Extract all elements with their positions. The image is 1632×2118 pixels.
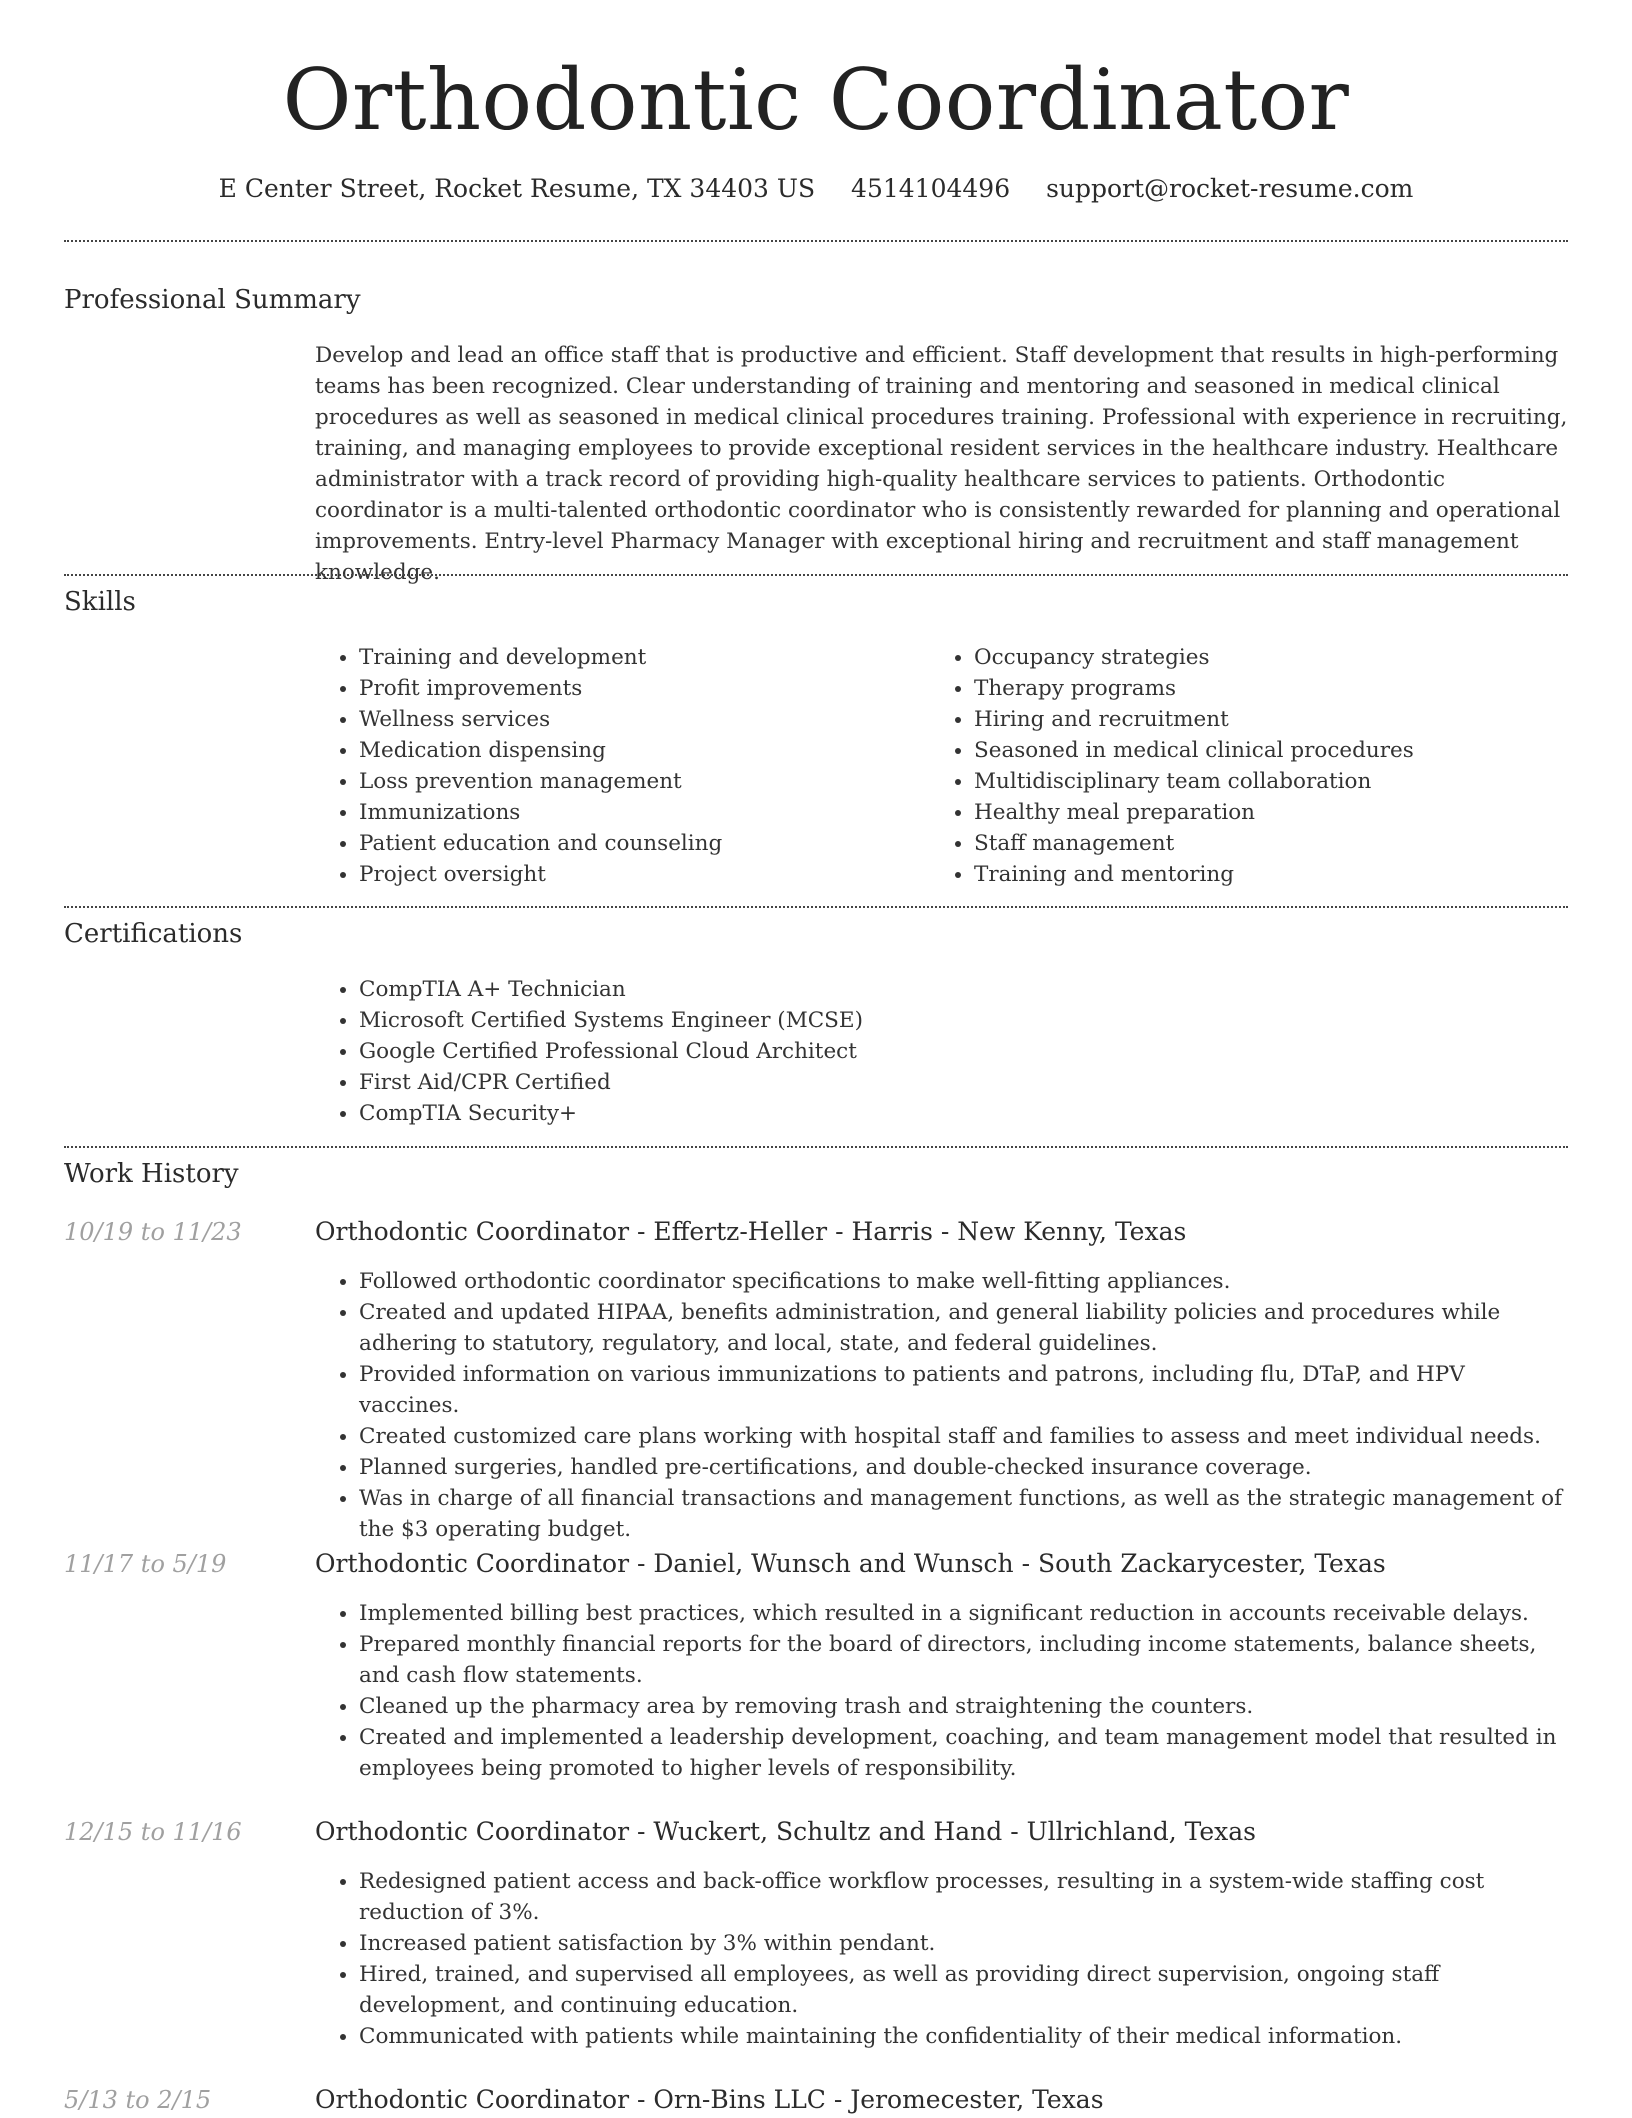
job-title: Orthodontic Coordinator - Wuckert, Schultz and Hand - Ullrichland, Texas — [315, 1817, 1256, 1846]
job-title: Orthodontic Coordinator - Effertz-Heller - Harris - New Kenny, Texas — [315, 1217, 1187, 1246]
list-item: • Healthy meal preparation — [974, 797, 1594, 828]
list-item: • Occupancy strategies — [974, 642, 1594, 673]
list-item: • Hiring and recruitment — [974, 704, 1594, 735]
job-title: Orthodontic Coordinator - Daniel, Wunsch and Wunsch - South Zackarycester, Texas — [315, 1549, 1386, 1578]
list-item: • Microsoft Certified Systems Engineer (MCSE) — [359, 1005, 1559, 1036]
list-item: • Medication dispensing — [359, 735, 919, 766]
list-item: • Hired, trained, and supervised all employees, as well as providing direct supervision, ongoing staff development, and continuing education. — [359, 1959, 1568, 2021]
list-item: • Seasoned in medical clinical procedures — [974, 735, 1594, 766]
job-bullets — [315, 1266, 1568, 1545]
divider — [64, 240, 1568, 242]
list-item: • Project oversight — [359, 859, 919, 890]
job-title: Orthodontic Coordinator - Orn-Bins LLC - Jeromecester, Texas — [315, 2085, 1104, 2114]
list-item: • Followed orthodontic coordinator specifications to make well-fitting appliances. — [359, 1266, 1568, 1297]
list-item: • Staff management — [974, 828, 1594, 859]
contact-line — [0, 170, 1632, 208]
list-item: • Created and implemented a leadership development, coaching, and team management model that resulted in employees being promoted to higher levels of responsibility. — [359, 1722, 1568, 1784]
list-item: • CompTIA A+ Technician — [359, 974, 1559, 1005]
resume-name: Orthodontic Coordinator — [282, 51, 1350, 149]
contact-email: support@rocket-resume.com — [1046, 174, 1414, 203]
list-item: • Provided information on various immunizations to patients and patrons, including flu, DTaP, and HPV vaccines. — [359, 1359, 1568, 1421]
list-item: • Immunizations — [359, 797, 919, 828]
list-item: • Wellness services — [359, 704, 919, 735]
list-item: • Multidisciplinary team collaboration — [974, 766, 1594, 797]
divider — [64, 1146, 1568, 1148]
list-item: • Created customized care plans working with hospital staff and families to assess and meet individual needs. — [359, 1421, 1568, 1452]
list-item: • Training and mentoring — [974, 859, 1594, 890]
divider — [64, 906, 1568, 908]
summary-heading: Professional Summary — [64, 285, 361, 315]
list-item: • Loss prevention management — [359, 766, 919, 797]
list-item: • Planned surgeries, handled pre-certifications, and double-checked insurance coverage. — [359, 1452, 1568, 1483]
list-item: • Google Certified Professional Cloud Architect — [359, 1036, 1559, 1067]
list-item: • CompTIA Security+ — [359, 1098, 1559, 1129]
job-dates: 12/15 to 11/16 — [64, 1818, 242, 1846]
skills-heading: Skills — [64, 587, 136, 617]
list-item: • First Aid/CPR Certified — [359, 1067, 1559, 1098]
contact-address: E Center Street, Rocket Resume, TX 34403 US — [218, 174, 816, 203]
list-item: • Profit improvements — [359, 673, 919, 704]
list-item: • Redesigned patient access and back-office workflow processes, resulting in a system-wide staffing cost reduction of 3%. — [359, 1866, 1568, 1928]
job-bullets — [315, 1598, 1568, 1784]
list-item: • Therapy programs — [974, 673, 1594, 704]
work-heading: Work History — [64, 1159, 239, 1189]
list-item: • Created and updated HIPAA, benefits administration, and general liability policies and procedures while adhering to statutory, regulatory, and local, state, and federal guidelines. — [359, 1297, 1568, 1359]
list-item: • Was in charge of all financial transactions and management functions, as well as the strategic management of the $3 operating budget. — [359, 1483, 1568, 1545]
job-dates: 11/17 to 5/19 — [64, 1550, 227, 1578]
job-dates: 10/19 to 11/23 — [64, 1218, 242, 1246]
job-bullets — [315, 1866, 1568, 2052]
job-dates: 5/13 to 2/15 — [64, 2086, 212, 2114]
contact-phone: 4514104496 — [851, 174, 1011, 203]
list-item: • Training and development — [359, 642, 919, 673]
divider — [64, 574, 1568, 576]
list-item: • Cleaned up the pharmacy area by removing trash and straightening the counters. — [359, 1691, 1568, 1722]
list-item: • Patient education and counseling — [359, 828, 919, 859]
list-item: • Increased patient satisfaction by 3% within pendant. — [359, 1928, 1568, 1959]
list-item: • Communicated with patients while maintaining the confidentiality of their medical information. — [359, 2021, 1568, 2052]
summary-text: Develop and lead an office staff that is productive and efficient. Staff development that results in high-performing teams has been recognized. Clear understanding of training and mentoring and seasoned in medical clinical procedures as well as seasoned in medical clinical procedures training. Professional with experience in recruiting, training, and managing employees to provide exceptional resident services in the healthcare industry. Healthcare administrator with a track record of providing high-quality healthcare services to patients. Orthodontic coordinator is a multi-talented orthodontic coordinator who is consistently rewarded for planning and operational improvements. Entry-level Pharmacy Manager with exceptional hiring and recruitment and staff management knowledge. — [315, 343, 1568, 585]
certifications-list — [315, 974, 1559, 1129]
skills-list-left — [315, 642, 919, 890]
list-item: • Prepared monthly financial reports for the board of directors, including income statements, balance sheets, and cash flow statements. — [359, 1629, 1568, 1691]
list-item: • Implemented billing best practices, which resulted in a significant reduction in accounts receivable delays. — [359, 1598, 1568, 1629]
certifications-heading: Certifications — [64, 919, 243, 949]
skills-list-right — [930, 642, 1594, 890]
